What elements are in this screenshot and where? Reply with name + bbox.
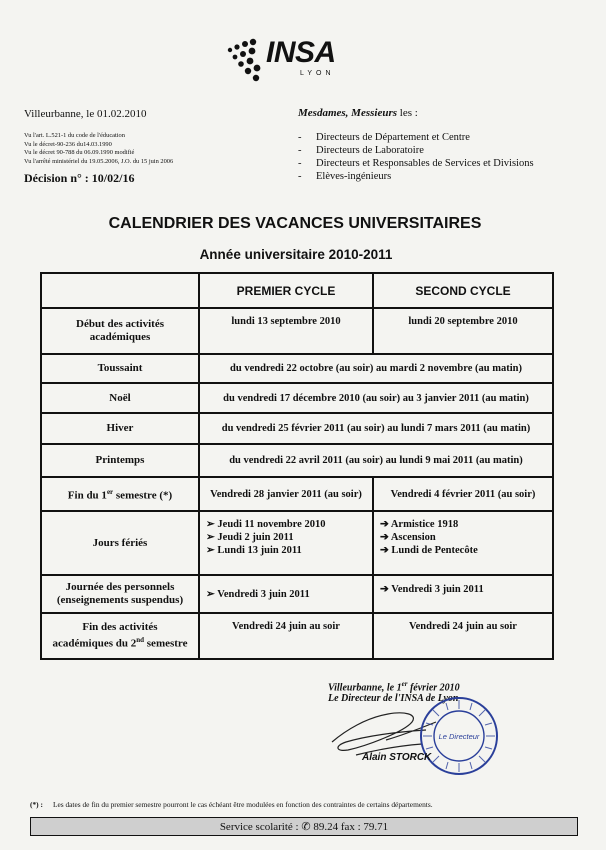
place-date: Villeurbanne, le 01.02.2010 (24, 108, 147, 120)
end-semester-premier-cycle: Vendredi 28 janvier 2011 (au soir) (200, 478, 374, 510)
insa-logo (226, 34, 346, 84)
recipient-dash: - (298, 158, 302, 169)
decision-number: Décision n° : 10/02/16 (24, 171, 135, 185)
salutation (298, 107, 418, 119)
row-label (42, 614, 200, 658)
fin-second-cycle: Vendredi 24 juin au soir (409, 621, 517, 632)
row-label-part: semestre (*) (113, 489, 173, 502)
toussaint-dates: du vendredi 22 octobre (au soir) au mardi 2 novembre (au matin) (230, 363, 522, 374)
header-empty-cell (42, 274, 200, 307)
list-item: ➔ Ascension (380, 532, 436, 543)
row-label-line: académiques (89, 331, 151, 343)
row-label-line: Fin des activités (82, 621, 158, 634)
recipient-item (298, 131, 534, 144)
legal-ref: Vu le décret 90-788 du 06.09.1990 modifié (24, 149, 135, 157)
table-row (42, 574, 552, 612)
legal-references (24, 132, 173, 166)
row-label-sup: er (106, 487, 114, 496)
table-row (42, 412, 552, 443)
start-second-cycle: lundi 20 septembre 2010 (408, 316, 518, 327)
journee-premier-cycle: ➢ Vendredi 3 juin 2011 (200, 576, 374, 612)
recipient-text: Elèves-ingénieurs (316, 171, 392, 182)
row-label-part: académiques du 2 (52, 637, 137, 650)
salutation-italic: Mesdames, Messieurs (298, 107, 398, 119)
stamp-text: Le Directeur (438, 732, 480, 741)
signature-date-part: Villeurbanne, le 1 (328, 682, 402, 694)
row-label-line: (enseignements suspendus) (56, 594, 184, 606)
calendar-table (40, 272, 554, 660)
signature-role: Le Directeur de l'INSA de Lyon (328, 693, 459, 704)
recipient-item (298, 144, 534, 157)
row-label (42, 576, 200, 612)
row-label: Hiver (42, 414, 200, 443)
row-label-sup: nd (136, 636, 145, 645)
table-row (42, 382, 552, 412)
signature-date-sup: er (401, 680, 408, 688)
printemps-dates: du vendredi 22 avril 2011 (au soir) au lundi 9 mai 2011 (au matin) (229, 455, 523, 466)
recipient-text: Directeurs et Responsables de Services et Divisions (316, 158, 534, 169)
noel-dates: du vendredi 17 décembre 2010 (au soir) au 3 janvier 2011 (au matin) (223, 392, 529, 404)
list-item: ➢ Jeudi 2 juin 2011 (206, 532, 294, 543)
legal-ref: Vu le décret-90-236 du14.03.1990 (24, 140, 112, 148)
fin-premier-cycle: Vendredi 24 juin au soir (200, 614, 374, 658)
recipient-list (298, 131, 534, 183)
signature-place-date (328, 680, 460, 693)
list-item: ➢ Jeudi 11 novembre 2010 (206, 519, 326, 530)
recipient-dash: - (298, 171, 302, 182)
feries-second-cycle (374, 512, 552, 574)
table-row (42, 353, 552, 382)
legal-ref: Vu l'arrêté ministériel du 19.05.2006, J.O. du 15 juin 2006 (24, 157, 174, 165)
salutation-rest: les : (397, 107, 418, 119)
footnote-text: Les dates de fin du premier semestre pourront le cas échéant être modulées en fonction des contraintes de certains départements. (52, 800, 433, 809)
document-subtitle: Année universitaire 2010-2011 (199, 247, 393, 262)
row-label (42, 478, 200, 510)
signatory-name: Alain STORCK (362, 752, 432, 763)
hiver-dates: du vendredi 25 février 2011 (au soir) au lundi 7 mars 2011 (au matin) (221, 423, 531, 434)
footnote-mark: (*) : (30, 800, 43, 809)
footnote (30, 800, 433, 809)
start-premier-cycle: lundi 13 septembre 2010 (200, 309, 374, 353)
recipient-item (298, 157, 534, 170)
signature-date-part: février 2010 (407, 682, 460, 694)
service-contact-bar: Service scolarité : ✆ 89.24 fax : 79.71 (30, 817, 578, 836)
row-label: Toussaint (42, 355, 200, 382)
recipient-dash: - (298, 132, 302, 143)
recipient-text: Directeurs de Laboratoire (316, 145, 424, 156)
table-row (42, 612, 552, 658)
header-second-cycle: SECOND CYCLE (415, 283, 511, 298)
list-item: ➢ Lundi 13 juin 2011 (206, 545, 302, 556)
table-row (42, 307, 552, 353)
table-header-row (42, 274, 552, 307)
header-premier-cycle: PREMIER CYCLE (200, 274, 374, 307)
recipient-item (298, 170, 534, 183)
document-title: CALENDRIER DES VACANCES UNIVERSITAIRES (108, 215, 482, 232)
row-label-line: Journée des personnels (65, 581, 175, 593)
official-stamp (418, 695, 500, 777)
table-row (42, 443, 552, 476)
recipient-text: Directeurs de Département et Centre (316, 132, 470, 143)
row-label (42, 309, 200, 353)
row-label-line: Début des activités (76, 318, 164, 330)
list-item: ➔ Lundi de Pentecôte (380, 545, 478, 556)
row-label-part: semestre (144, 637, 188, 650)
row-label: Printemps (42, 445, 200, 476)
end-semester-second-cycle: Vendredi 4 février 2011 (au soir) (390, 488, 536, 500)
journee-second-cycle: ➔ Vendredi 3 juin 2011 (380, 584, 484, 595)
row-label: Noël (42, 384, 200, 412)
feries-premier-cycle (200, 512, 374, 574)
logo-city: LYON (300, 70, 335, 77)
table-row (42, 510, 552, 574)
table-row (42, 476, 552, 510)
recipient-dash: - (298, 145, 302, 156)
list-item: ➔ Armistice 1918 (380, 519, 459, 530)
logo-word: INSA (266, 36, 336, 69)
row-label-part: Fin du 1 (67, 489, 107, 502)
legal-ref: Vu l'art. L.521-1 du code de l'éducation (24, 132, 125, 139)
row-label: Jours fériés (42, 512, 200, 574)
